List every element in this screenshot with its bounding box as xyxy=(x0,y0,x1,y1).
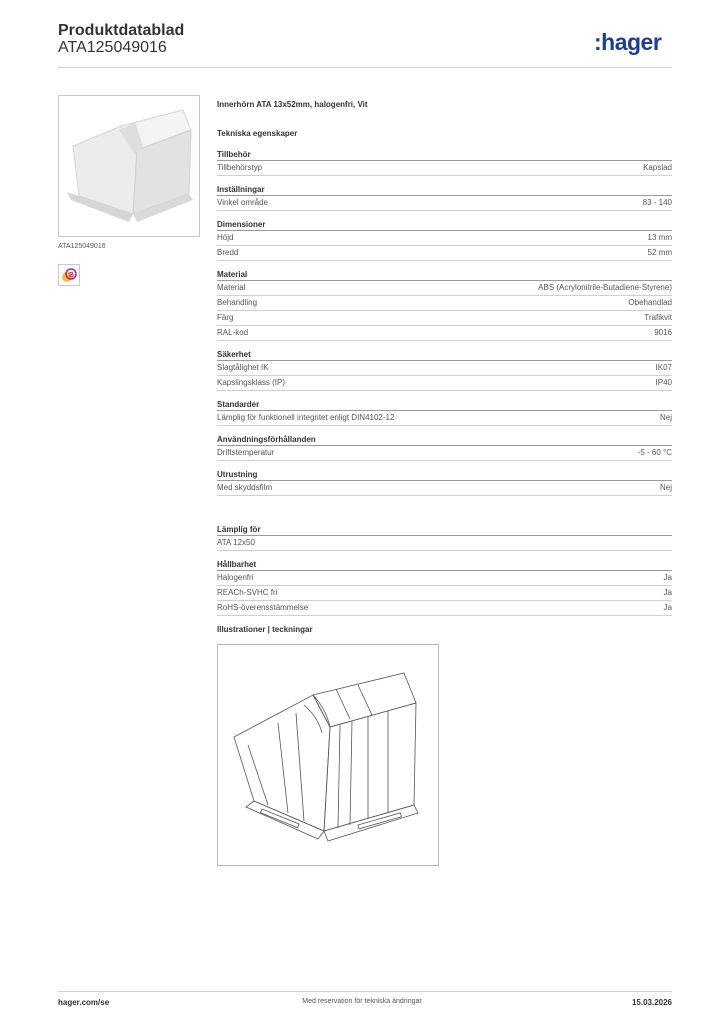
spec-label: Halogenfri xyxy=(217,573,254,582)
spec-value: Nej xyxy=(659,413,672,422)
tech-properties-title: Tekniska egenskaper xyxy=(217,129,298,138)
section-title: Dimensioner xyxy=(217,219,672,231)
section-title: Standarder xyxy=(217,399,672,411)
technical-drawing xyxy=(217,644,439,866)
spec-label: ATA 12x50 xyxy=(217,538,255,547)
spec-label: Slagtålighet IK xyxy=(217,363,269,372)
spec-row xyxy=(217,281,672,296)
illustrations-title: Illustrationer | teckningar xyxy=(217,625,313,634)
spec-section xyxy=(217,349,672,391)
section-title: Utrustning xyxy=(217,469,672,481)
spec-section xyxy=(217,434,672,461)
photo-caption: ATA125049016 xyxy=(58,243,106,250)
spec-value: 9016 xyxy=(654,328,672,337)
spec-value: 52 mm xyxy=(647,248,672,257)
spec-row xyxy=(217,311,672,326)
spec-value: IK07 xyxy=(655,363,672,372)
spec-section xyxy=(217,219,672,261)
spec-label: Färg xyxy=(217,313,234,322)
spec-row xyxy=(217,161,672,176)
spec-value: 13 mm xyxy=(647,233,672,242)
spec-label: Behandling xyxy=(217,298,258,307)
svg-text:B: B xyxy=(69,272,75,279)
spec-value: Nej xyxy=(659,483,672,492)
spec-label: Tillbehörstyp xyxy=(217,163,263,172)
section-title: Lämplig för xyxy=(217,524,672,536)
spec-label: RAL-kod xyxy=(217,328,249,337)
spec-section xyxy=(217,184,672,211)
product-photo xyxy=(58,95,200,237)
spec-label: RoHS-överensstämmelse xyxy=(217,603,309,612)
footer-date: 15.03.2026 xyxy=(631,998,672,1007)
spec-value: Ja xyxy=(663,573,672,582)
spec-value: ABS (Acrylonitrile-Butadiene-Styrene) xyxy=(538,283,672,292)
section-gap xyxy=(217,504,672,524)
section-title: Hållbarhet xyxy=(217,559,672,571)
spec-label: Driftstemperatur xyxy=(217,448,275,457)
spec-value: IP40 xyxy=(655,378,672,387)
spec-label: REACh-SVHC fri xyxy=(217,588,278,597)
spec-row xyxy=(217,231,672,246)
footer-website-link[interactable]: hager.com/se xyxy=(58,998,110,1007)
spec-value: Obehandlad xyxy=(628,298,672,307)
hager-logo xyxy=(594,30,674,56)
spec-content xyxy=(217,98,672,866)
footer-note: Med reservation för tekniska ändringar xyxy=(302,998,422,1005)
spec-row xyxy=(217,361,672,376)
spec-row xyxy=(217,586,672,601)
spec-row xyxy=(217,246,672,261)
spec-sections xyxy=(217,149,672,616)
spec-label: Med skyddsfilm xyxy=(217,483,273,492)
section-title: Säkerhet xyxy=(217,349,672,361)
spec-label: Material xyxy=(217,283,246,292)
spec-row xyxy=(217,446,672,461)
section-title: Material xyxy=(217,269,672,281)
footer-divider xyxy=(58,991,672,992)
spec-section xyxy=(217,399,672,426)
product-name: Innerhörn ATA 13x52mm, halogenfri, Vit xyxy=(217,100,368,109)
product-code: ATA125049016 xyxy=(58,39,167,56)
spec-label: Lämplig för funktionell integritet enligt DIN4102-12 xyxy=(217,413,395,422)
spec-row xyxy=(217,601,672,616)
spec-value: Trafikvit xyxy=(644,313,672,322)
section-title: Användningsförhållanden xyxy=(217,434,672,446)
page-title: Produktdatablad xyxy=(58,22,185,39)
spec-row xyxy=(217,296,672,311)
spec-row xyxy=(217,196,672,211)
spec-value: 83 - 140 xyxy=(642,198,672,207)
spec-section xyxy=(217,469,672,496)
spec-section xyxy=(217,559,672,616)
spec-row xyxy=(217,536,672,551)
spec-value: Kapslad xyxy=(643,163,672,172)
spec-row xyxy=(217,411,672,426)
header-divider xyxy=(58,67,672,68)
spec-section xyxy=(217,524,672,551)
spec-row xyxy=(217,376,672,391)
spec-row xyxy=(217,326,672,341)
section-title: Tillbehör xyxy=(217,149,672,161)
spec-label: Höjd xyxy=(217,233,234,242)
svg-text::hager: :hager xyxy=(594,30,662,55)
spec-section xyxy=(217,269,672,341)
halogen-free-badge-icon xyxy=(58,264,80,286)
spec-row xyxy=(217,571,672,586)
spec-value: Ja xyxy=(663,588,672,597)
spec-section xyxy=(217,149,672,176)
spec-value: -5 - 60 °C xyxy=(637,448,672,457)
spec-value: Ja xyxy=(663,603,672,612)
spec-label: Bredd xyxy=(217,248,239,257)
spec-row xyxy=(217,481,672,496)
spec-label: Kapslingsklass (IP) xyxy=(217,378,286,387)
section-title: Inställningar xyxy=(217,184,672,196)
spec-label: Vinkel område xyxy=(217,198,268,207)
